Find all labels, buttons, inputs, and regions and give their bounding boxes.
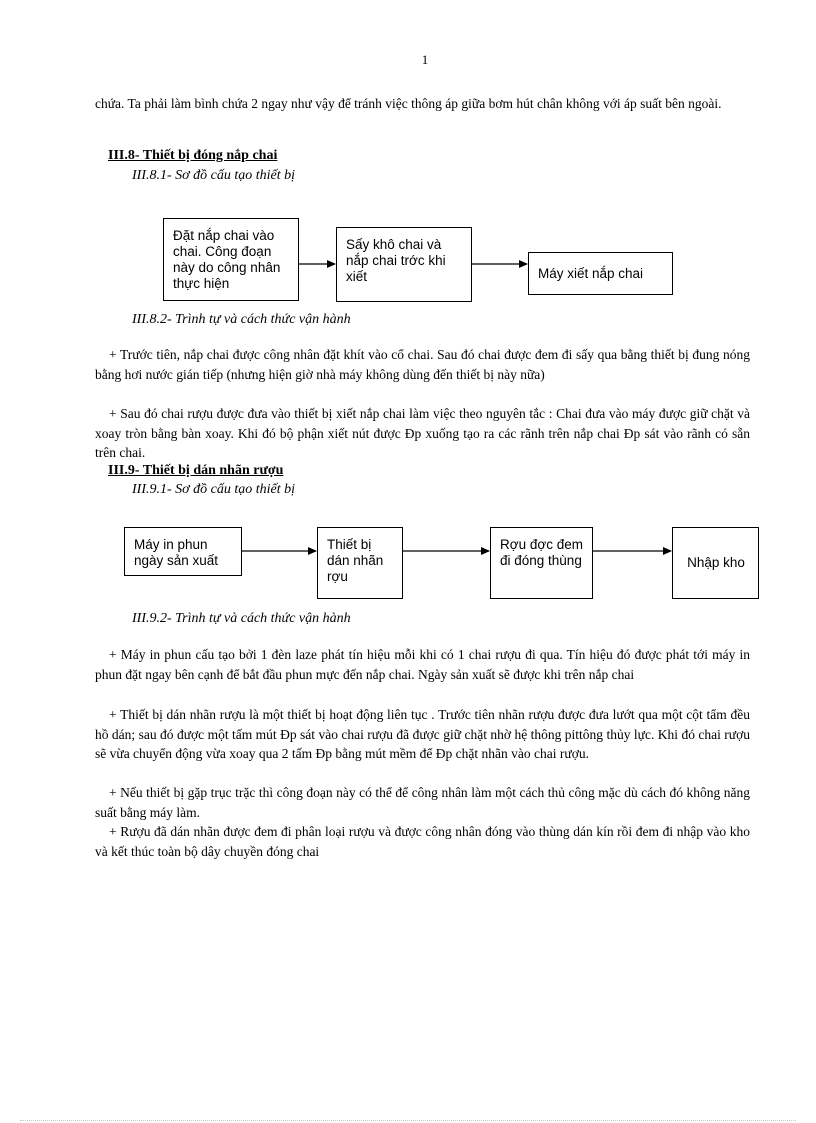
section-heading-iii8: III.8- Thiết bị đóng nắp chai [108,148,278,163]
subheading-iii8-2: III.8.2- Trình tự và cách thức vận hành [132,312,351,327]
paragraph-iii8-2: + Sau đó chai rượu được đưa vào thiết bị xiết nắp chai làm việc theo nguyên tắc : Chai đưa vào máy được giữ chặt và xoay tròn bằng bàn xoay. Khi đó bộ phận xiết nút được Đp xuống tạo ra các rãnh trên nắp chai Đp sát vào rãnh có sẵn trên chai. [95,406,750,460]
paragraph-iii9-2: + Thiết bị dán nhãn rượu là một thiết bị hoạt động liên tục . Trước tiên nhãn rượu được đưa lướt qua một cột tẩm đều hồ dán; sau đó được một tấm mút Đp sát vào chai rượu đã được giữ chặt nhờ hệ thông pittông thủy lực. Khi đó chai rượu sẽ vừa chuyển động vừa xoay qua 2 tấm Đp bằng mút mềm để Đp chặt nhãn vào chai rượu. [95,707,750,761]
diagram-box-capping-machine: Máy xiết nắp chai [528,252,673,295]
subheading-iii9-2: III.9.2- Trình tự và cách thức vận hành [132,611,351,626]
section-heading-iii9: III.9- Thiết bị dán nhãn rượu [108,463,284,478]
page-bottom-border [20,1120,796,1121]
intro-paragraph: chứa. Ta phải làm bình chứa 2 ngay như vậy để tránh việc thông áp giữa bơm hút chân không với áp suất bên ngoài. [95,96,722,111]
diagram-box-place-cap: Đặt nắp chai vào chai. Công đoạn này do công nhân thực hiện [163,218,299,301]
diagram-box-warehouse: Nhập kho [672,527,759,599]
subheading-iii8-1: III.8.1- Sơ đồ cấu tạo thiết bị [132,168,295,183]
diagram-box-dry-bottle: Sấy khô chai và nắp chai trớc khi xiết [336,227,472,302]
paragraph-iii9-3: + Nếu thiết bị gặp trục trặc thì công đoạn này có thể để công nhân làm một cách thủ công mặc dù cách đó không năng suất bằng máy làm. [95,785,750,820]
page-number: 1 [421,52,429,67]
diagram-box-labeler: Thiết bị dán nhãn rợu [317,527,403,599]
paragraph-iii9-4: + Rượu đã dán nhãn được đem đi phân loại rượu và được công nhân đóng vào thùng dán kín rồi đem đi nhập vào kho và kết thúc toàn bộ dây chuyền đóng chai [95,824,750,859]
paragraph-iii8-1: + Trước tiên, nắp chai được công nhân đặt khít vào cổ chai. Sau đó chai được đem đi sấy qua bằng thiết bị đung nóng bằng hơi nước gián tiếp (nhưng hiện giờ nhà máy không dùng đến thiết bị này nữa) [95,347,750,382]
paragraph-iii9-1: + Máy in phun cấu tạo bởi 1 đèn laze phát tín hiệu mỗi khi có 1 chai rượu đi qua. Tín hiệu đó được phát tới máy in phun đặt ngay bên cạnh để bắt đầu phun mực đến nắp chai. Ngày sản xuất sẽ được khi trên nắp chai [95,647,750,682]
subheading-iii9-1: III.9.1- Sơ đồ cấu tạo thiết bị [132,482,295,497]
diagram-box-date-printer: Máy in phun ngày sản xuất [124,527,242,576]
diagram-box-packing: Rợu đợc đem đi đóng thùng [490,527,593,599]
